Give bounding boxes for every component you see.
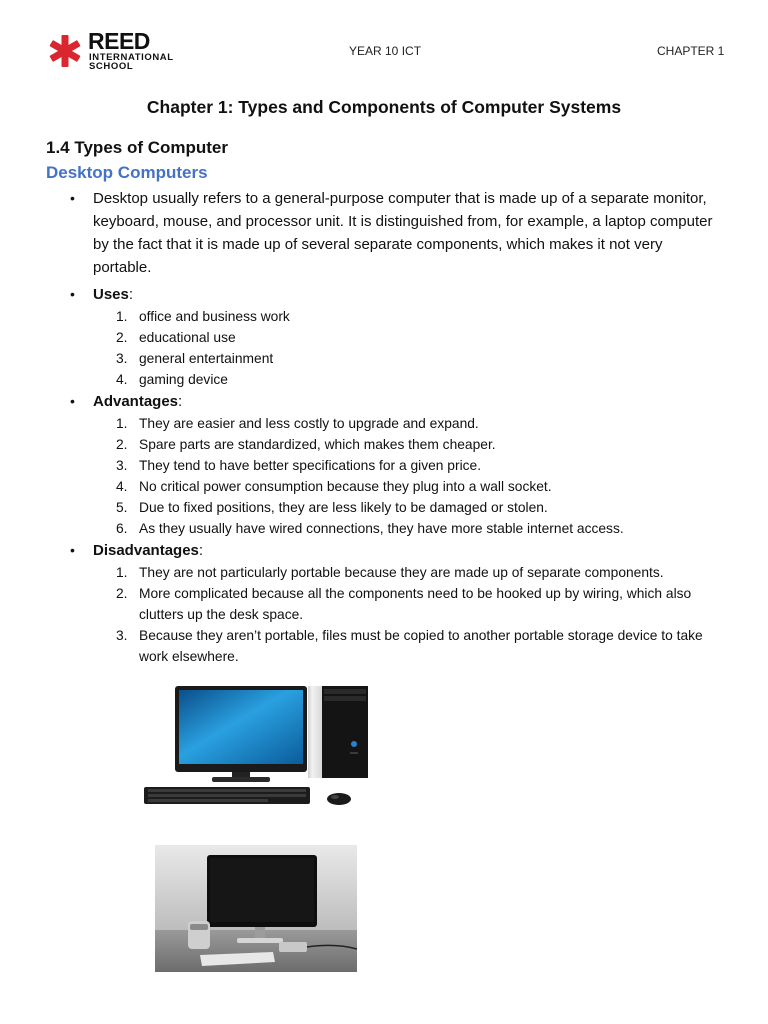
list-item: 3. general entertainment bbox=[116, 351, 274, 366]
subsection-heading: Desktop Computers bbox=[46, 163, 208, 182]
list-item: 3. They tend to have better specifications for a given price. bbox=[116, 458, 482, 473]
list-item: 5. Due to fixed positions, they are less likely to be damaged or stolen. bbox=[116, 500, 548, 515]
uses-list bbox=[0, 306, 768, 390]
chapter-label: CHAPTER 1 bbox=[657, 44, 725, 58]
advantages-list bbox=[0, 413, 768, 539]
logo-wordmark: REED bbox=[88, 28, 150, 54]
disadvantages-label: Disadvantages bbox=[93, 542, 199, 559]
disadvantages-list bbox=[0, 562, 768, 667]
list-item: 2. More complicated because all the components need to be hooked up by wiring, which also clutters up the desk space. bbox=[116, 586, 692, 622]
list-item: 1. They are easier and less costly to upgrade and expand. bbox=[116, 416, 479, 431]
bullet-dot-icon: • bbox=[70, 286, 75, 302]
school-logo bbox=[48, 28, 188, 72]
page-title: Chapter 1: Types and Components of Computer Systems bbox=[146, 97, 622, 117]
logo-subtitle-line2: SCHOOL bbox=[89, 61, 134, 72]
uses-label: Uses bbox=[93, 286, 129, 303]
course-label: YEAR 10 ICT bbox=[349, 44, 422, 58]
asterisk-logo-icon bbox=[48, 34, 82, 68]
bullet-dot-icon: • bbox=[70, 190, 75, 206]
list-item: 2. educational use bbox=[116, 330, 236, 345]
list-item: 6. As they usually have wired connections, they have more stable internet access. bbox=[116, 521, 624, 536]
bullet-dot-icon: • bbox=[70, 542, 75, 558]
intro-text: Desktop usually refers to a general-purpose computer that is made up of a separate monitor, keyboard, mouse, and processor unit. It is distinguished from, for example, a laptop computer by the fact that it is made up of several separate components, which makes it not very portable. bbox=[93, 190, 713, 276]
advantages-bullet: • Advantages: bbox=[0, 390, 768, 413]
list-item: 4. gaming device bbox=[116, 372, 228, 387]
desktop-computer-image bbox=[142, 680, 370, 812]
section-heading: 1.4 Types of Computer bbox=[46, 138, 228, 157]
list-item: 3. Because they aren’t portable, files must be copied to another portable storage device to take work elsewhere. bbox=[116, 628, 703, 664]
disadvantages-bullet: • Disadvantages: bbox=[0, 539, 768, 562]
list-item: 4. No critical power consumption because they plug into a wall socket. bbox=[116, 479, 552, 494]
intro-bullet bbox=[0, 187, 768, 279]
logo-subtitle-line1: INTERNATIONAL bbox=[89, 52, 174, 63]
modern-desktop-image bbox=[155, 845, 357, 972]
advantages-label: Advantages bbox=[93, 393, 179, 410]
list-item: 2. Spare parts are standardized, which makes them cheaper. bbox=[116, 437, 496, 452]
bullet-dot-icon: • bbox=[70, 393, 75, 409]
uses-bullet: • Uses: bbox=[0, 283, 768, 306]
list-item: 1. office and business work bbox=[116, 309, 290, 324]
content-body bbox=[0, 187, 768, 667]
page-header bbox=[0, 0, 768, 80]
list-item: 1. They are not particularly portable because they are made up of separate components. bbox=[116, 565, 664, 580]
